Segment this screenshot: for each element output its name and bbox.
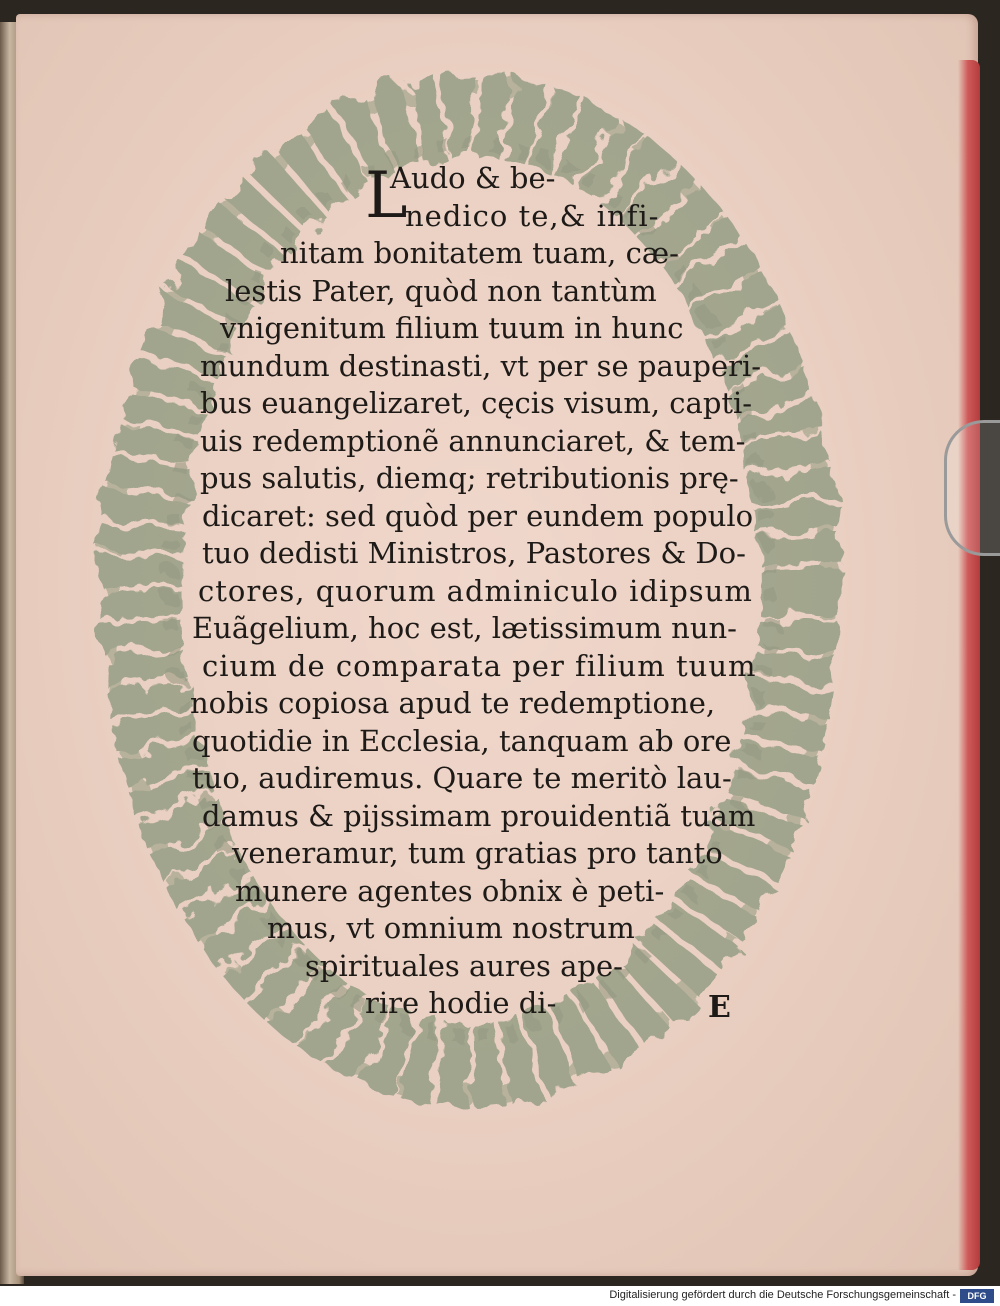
- text-line: tuo dedisti Ministros, Pastores & Do-: [202, 536, 746, 570]
- text-line: nedico te,& infi-: [405, 198, 660, 233]
- text-line: lestis Pater, quòd non tantùm: [225, 273, 657, 308]
- text-line: mundum destinasti, vt per se pauperi-: [200, 348, 762, 383]
- text-line: vnigenitum filium tuum in hunc: [220, 311, 684, 345]
- text-line: tuo, audiremus. Quare te meritò lau-: [192, 761, 732, 795]
- text-line: damus & pijssimam prouidentiã tuam: [202, 798, 756, 833]
- text-line: ctores, quorum adminiculo idipsum: [198, 573, 753, 608]
- drop-cap-letter: L: [365, 159, 408, 233]
- text-line: rire hodie di-: [365, 986, 557, 1020]
- text-line: Audo & be-: [390, 161, 556, 195]
- text-line: pus salutis, diemq; retributionis prę-: [200, 461, 739, 495]
- text-line: mus, vt omnium nostrum: [267, 911, 635, 945]
- prayer-text-block: [180, 160, 760, 1023]
- text-line: munere agentes obnix è peti-: [235, 873, 665, 908]
- footer-credit: Digitalisierung gefördert durch die Deutsche Forschungsgemeinschaft -: [609, 1289, 956, 1301]
- text-line: nobis copiosa apud te redemptione,: [190, 686, 716, 720]
- text-line: Euãgelium, hoc est, lætissimum nun-: [192, 611, 737, 645]
- text-line: nitam bonitatem tuam, cæ-: [280, 236, 679, 270]
- text-line: uis redemptionẽ annunciaret, & tem-: [200, 423, 746, 458]
- dfg-logo: DFG: [960, 1289, 994, 1303]
- text-line: dicaret: sed quòd per eundem populo: [202, 498, 754, 533]
- digitization-footer: [0, 1286, 1000, 1306]
- text-line: spirituales aures ape-: [305, 948, 623, 983]
- text-line: bus euangelizaret, cęcis visum, capti-: [200, 386, 753, 420]
- text-line: cium de comparata per filium tuum: [202, 648, 757, 683]
- catchword: E: [708, 990, 731, 1025]
- text-line: veneramur, tum gratias pro tanto: [232, 836, 723, 870]
- text-line: quotidie in Ecclesia, tanquam ab ore: [192, 723, 732, 758]
